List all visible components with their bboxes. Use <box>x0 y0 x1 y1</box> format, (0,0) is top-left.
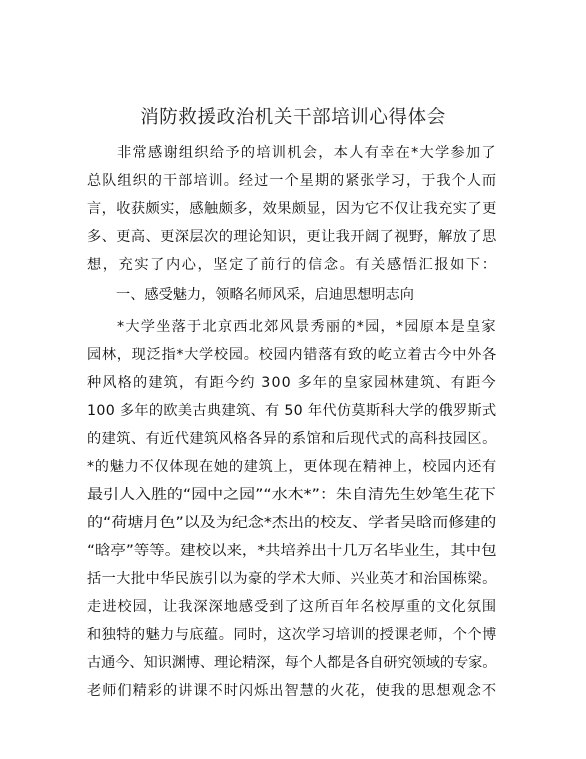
paragraph-line: 的建筑、有近代建筑风格各异的系馆和后现代式的高科技园区。 <box>87 431 497 447</box>
paragraph-line: 种风格的建筑，有距今约 300 多年的皇家园林建筑、有距今 <box>87 375 497 391</box>
section-heading: 一、感受魅力，领略名师风采，启迪思想明志向 <box>116 287 414 303</box>
paragraph-line: 总队组织的干部培训。经过一个星期的紧张学习，于我个人而 <box>87 173 498 189</box>
paragraph-line: 园林，现泛指*大学校园。校园内错落有致的屹立着古今中外各 <box>87 347 497 363</box>
paragraph-line: 最引人入胜的“园中之园”“水木*”：朱自清先生妙笔生花下 <box>87 487 496 503</box>
paragraph-line: 的“荷塘月色”以及为纪念*杰出的校友、学者吴晗而修建的 <box>87 515 497 531</box>
paragraph-line: 老师们精彩的讲课不时闪烁出智慧的火花，使我的思想观念不 <box>87 683 498 699</box>
paragraph-line: 非常感谢组织给予的培训机会，本人有幸在*大学参加了 <box>117 145 497 161</box>
paragraph-line: *的魅力不仅体现在她的建筑上，更体现在精神上，校园内还有 <box>87 459 497 475</box>
paragraph-line: 想，充实了内心，坚定了前行的信念。有关感悟汇报如下： <box>87 257 498 273</box>
paragraph-line: 古通今、知识渊博、理论精深，每个人都是各自研究领域的专家。 <box>87 655 497 671</box>
paragraph-line: 100 多年的欧美古典建筑、有 50 年代仿莫斯科大学的俄罗斯式 <box>87 403 497 419</box>
paragraph-line: 走进校园，让我深深地感受到了这所百年名校厚重的文化氛围 <box>87 599 498 615</box>
paragraph-line: 和独特的魅力与底蕴。同时，这次学习培训的授课老师，个个博 <box>87 627 497 643</box>
document-title: 消防救援政治机关干部培训心得体会 <box>140 107 446 128</box>
paragraph-line: *大学坐落于北京西北郊风景秀丽的*园，*园原本是皇家 <box>117 319 497 335</box>
paragraph-line: 言，收获颇实，感触颇多，效果颇显，因为它不仅让我充实了更 <box>87 201 497 217</box>
paragraph-line: 括一大批中华民族引以为豪的学术大师、兴业英才和治国栋梁。 <box>87 571 497 587</box>
paragraph-line: 多、更高、更深层次的理论知识，更让我开阔了视野，解放了思 <box>87 229 497 245</box>
paragraph-line: “晗亭”等等。建校以来，*共培养出十几万名毕业生，其中包 <box>87 543 497 559</box>
